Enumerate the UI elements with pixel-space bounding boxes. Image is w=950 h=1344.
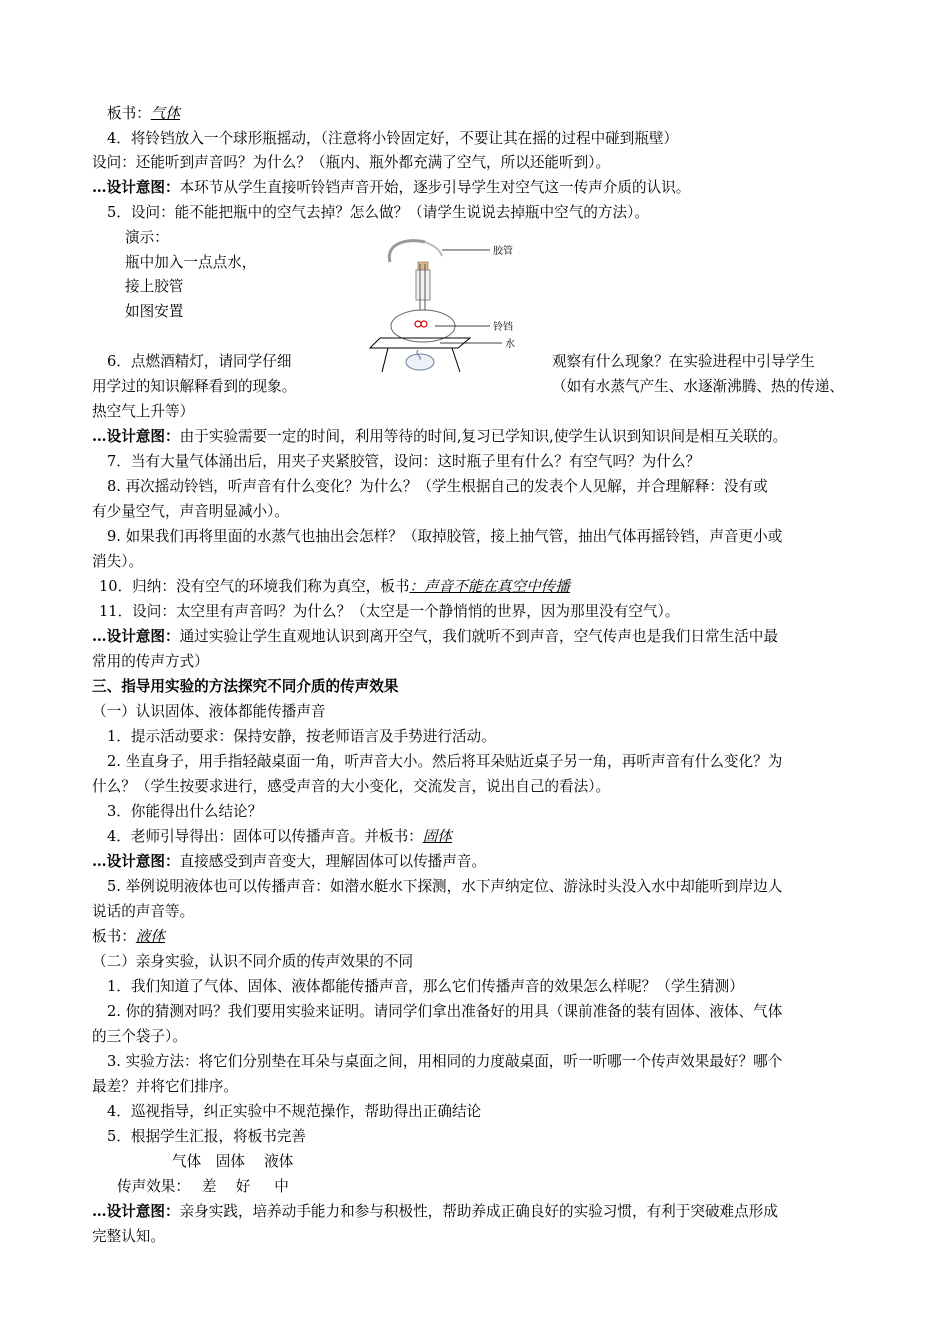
demo-step-c xyxy=(125,302,183,324)
text: 常用的传声方式） xyxy=(92,653,209,670)
text: 4．巡视指导，纠正实验中不规范操作，帮助得出正确结论 xyxy=(107,1103,482,1120)
demo-label xyxy=(125,228,169,250)
text: 气体 固体 液体 xyxy=(172,1153,294,1170)
section-heading-3 xyxy=(92,677,398,699)
flask-apparatus-diagram xyxy=(330,232,558,378)
design-intent-label: …设计意图： xyxy=(92,1203,180,1220)
sub2-step-2 xyxy=(107,1002,782,1024)
design-intent-3 xyxy=(92,627,778,649)
design-intent-label: …设计意图： xyxy=(92,428,180,445)
text: 最差？并将它们排序。 xyxy=(92,1078,238,1095)
sub1-step-1 xyxy=(107,727,496,749)
step-11 xyxy=(99,602,679,624)
demo-step-a xyxy=(125,253,256,275)
sub1-step-2-cont xyxy=(92,777,610,799)
text: 观察有什么现象？在实验进程中引导学生 xyxy=(552,353,815,370)
sub1-step-5-cont xyxy=(92,902,194,924)
step-6-end xyxy=(92,402,194,424)
board-effect-row xyxy=(117,1177,289,1199)
step-7 xyxy=(107,452,700,474)
text: 2. 你的猜测对吗？我们要用实验来证明。请同学们拿出准备好的用具（课前准备的装有固体、液体、气体 xyxy=(107,1003,783,1020)
label-water: 水 xyxy=(505,339,515,350)
text: 有少量空气，声音明显减小）。 xyxy=(92,503,290,520)
board-media-row xyxy=(172,1152,293,1174)
text: 3．你能得出什么结论？ xyxy=(107,803,263,820)
text: 说话的声音等。 xyxy=(92,903,195,920)
experiment-figure xyxy=(330,232,558,378)
step-6-left xyxy=(107,352,291,374)
step-4 xyxy=(107,129,678,151)
sub2-step-3-cont xyxy=(92,1077,238,1099)
text: 的三个袋子）。 xyxy=(92,1028,187,1045)
text: 用学过的知识解释看到的现象。 xyxy=(92,378,297,395)
text: 通过实验让学生直观地认识到离开空气，我们就听不到声音，空气传声也是我们日常生活中最 xyxy=(179,628,778,645)
text: 1．我们知道了气体、固体、液体都能传播声音，那么它们传播声音的效果怎么样呢？（学生猜测） xyxy=(107,978,744,995)
text: 设问：还能听到声音吗？为什么？（瓶内、瓶外都充满了空气，所以还能听到）。 xyxy=(92,154,611,171)
design-intent-3-cont xyxy=(92,652,209,674)
step-6-right xyxy=(552,352,815,374)
board-term: 液体 xyxy=(135,928,165,945)
sub1-step-3 xyxy=(107,802,262,824)
text: 4．老师引导得出：固体可以传播声音。并板书： xyxy=(107,828,423,845)
step-8-cont xyxy=(92,502,289,524)
sub2-step-3 xyxy=(107,1052,782,1074)
step-6-left-cont xyxy=(92,377,296,399)
board-note-gas xyxy=(107,104,180,126)
board-note-liquid xyxy=(92,927,165,949)
text: 板书： xyxy=(92,928,136,945)
text: 板书： xyxy=(107,105,151,122)
text: 三、指导用实验的方法探究不同介质的传声效果 xyxy=(92,678,399,695)
text: 如图安置 xyxy=(125,303,184,320)
text: 直接感受到声音变大，理解固体可以传播声音。 xyxy=(179,853,487,870)
demo-step-b xyxy=(125,277,183,299)
text: 传声效果： 差 好 中 xyxy=(117,1178,289,1195)
design-intent-label: …设计意图： xyxy=(92,628,180,645)
text: 6．点燃酒精灯，请同学仔细 xyxy=(107,353,292,370)
text: 热空气上升等） xyxy=(92,403,195,420)
text: 11．设问：太空里有声音吗？为什么？（太空是一个静悄悄的世界，因为那里没有空气）。 xyxy=(99,603,680,620)
sub1-step-4 xyxy=(107,827,452,849)
subsection-1 xyxy=(92,702,326,724)
text: 9. 如果我们再将里面的水蒸气也抽出会怎样？（取掉胶管，接上抽气管，抽出气体再摇铃铛，声音更小或 xyxy=(107,528,783,545)
text: 瓶中加入一点点水， xyxy=(125,254,257,271)
board-term: 气体 xyxy=(150,105,180,122)
text: 4．将铃铛放入一个球形瓶摇动，（注意将小铃固定好，不要让其在摇的过程中碰到瓶壁） xyxy=(107,130,679,147)
text: 什么？（学生按要求进行，感受声音的大小变化，交流发言，说出自己的看法）。 xyxy=(92,778,611,795)
text: （二）亲身实验，认识不同介质的传声效果的不同 xyxy=(92,953,414,970)
text: 演示： xyxy=(125,229,169,246)
sub1-step-2 xyxy=(107,752,782,774)
design-intent-1 xyxy=(92,178,690,200)
design-intent-2 xyxy=(92,427,787,449)
text: 5. 举例说明液体也可以传播声音：如潜水艇水下探测，水下声纳定位、游泳时头没入水中却能听到岸边人 xyxy=(107,878,783,895)
step-9 xyxy=(107,527,782,549)
text: 亲身实践，培养动手能力和参与积极性，帮助养成正确良好的实验习惯，有利于突破难点形成 xyxy=(179,1203,778,1220)
text: 消失）。 xyxy=(92,553,144,570)
sub2-step-1 xyxy=(107,977,744,999)
text: （如有水蒸气产生、水逐渐沸腾、热的传递、 xyxy=(552,378,844,395)
sub2-step-4 xyxy=(107,1102,481,1124)
text: 1．提示活动要求：保持安静，按老师语言及手势进行活动。 xyxy=(107,728,496,745)
design-intent-5 xyxy=(92,1202,778,1224)
text: 2. 坐直身子，用手指轻敲桌面一角，听声音大小。然后将耳朵贴近桌子另一角，再听声音有什么变化？为 xyxy=(107,753,783,770)
design-intent-4 xyxy=(92,852,486,874)
question-line xyxy=(92,153,610,175)
sub1-step-5 xyxy=(107,877,782,899)
board-term: ：声音不能在真空中传播 xyxy=(409,578,570,595)
sub2-step-5 xyxy=(107,1127,306,1149)
design-intent-label: …设计意图： xyxy=(92,179,180,196)
sub2-step-2-cont xyxy=(92,1027,187,1049)
board-term: 固体 xyxy=(422,828,452,845)
text: 7．当有大量气体涌出后，用夹子夹紧胶管，设问：这时瓶子里有什么？有空气吗？为什么？ xyxy=(107,453,701,470)
step-6-right-cont xyxy=(552,377,844,399)
step-8 xyxy=(107,477,768,499)
label-rubber-tube: 胶管 xyxy=(493,246,513,257)
text: 5．设问：能不能把瓶中的空气去掉？怎么做？（请学生说说去掉瓶中空气的方法）。 xyxy=(107,204,649,221)
step-10 xyxy=(99,577,570,599)
step-5 xyxy=(107,203,649,225)
text: 5．根据学生汇报，将板书完善 xyxy=(107,1128,307,1145)
subsection-2 xyxy=(92,952,413,974)
text: 8. 再次摇动铃铛，听声音有什么变化？为什么？（学生根据自己的发表个人见解，并合理解释：没有或 xyxy=(107,478,768,495)
text: （一）认识固体、液体都能传播声音 xyxy=(92,703,326,720)
label-bell: 铃铛 xyxy=(493,322,513,333)
text: 完整认知。 xyxy=(92,1228,165,1245)
step-9-cont xyxy=(92,552,143,574)
text: 本环节从学生直接听铃铛声音开始，逐步引导学生对空气这一传声介质的认识。 xyxy=(179,179,691,196)
design-intent-5-cont xyxy=(92,1227,165,1249)
text: 3. 实验方法：将它们分别垫在耳朵与桌面之间，用相同的力度敲桌面，听一听哪一个传声效果最好？哪个 xyxy=(107,1053,783,1070)
design-intent-label: …设计意图： xyxy=(92,853,180,870)
text: 由于实验需要一定的时间，利用等待的时间,复习已学知识,使学生认识到知识间是相互关联的。 xyxy=(179,428,788,445)
text: 接上胶管 xyxy=(125,278,184,295)
text: 10．归纳：没有空气的环境我们称为真空，板书 xyxy=(99,578,410,595)
